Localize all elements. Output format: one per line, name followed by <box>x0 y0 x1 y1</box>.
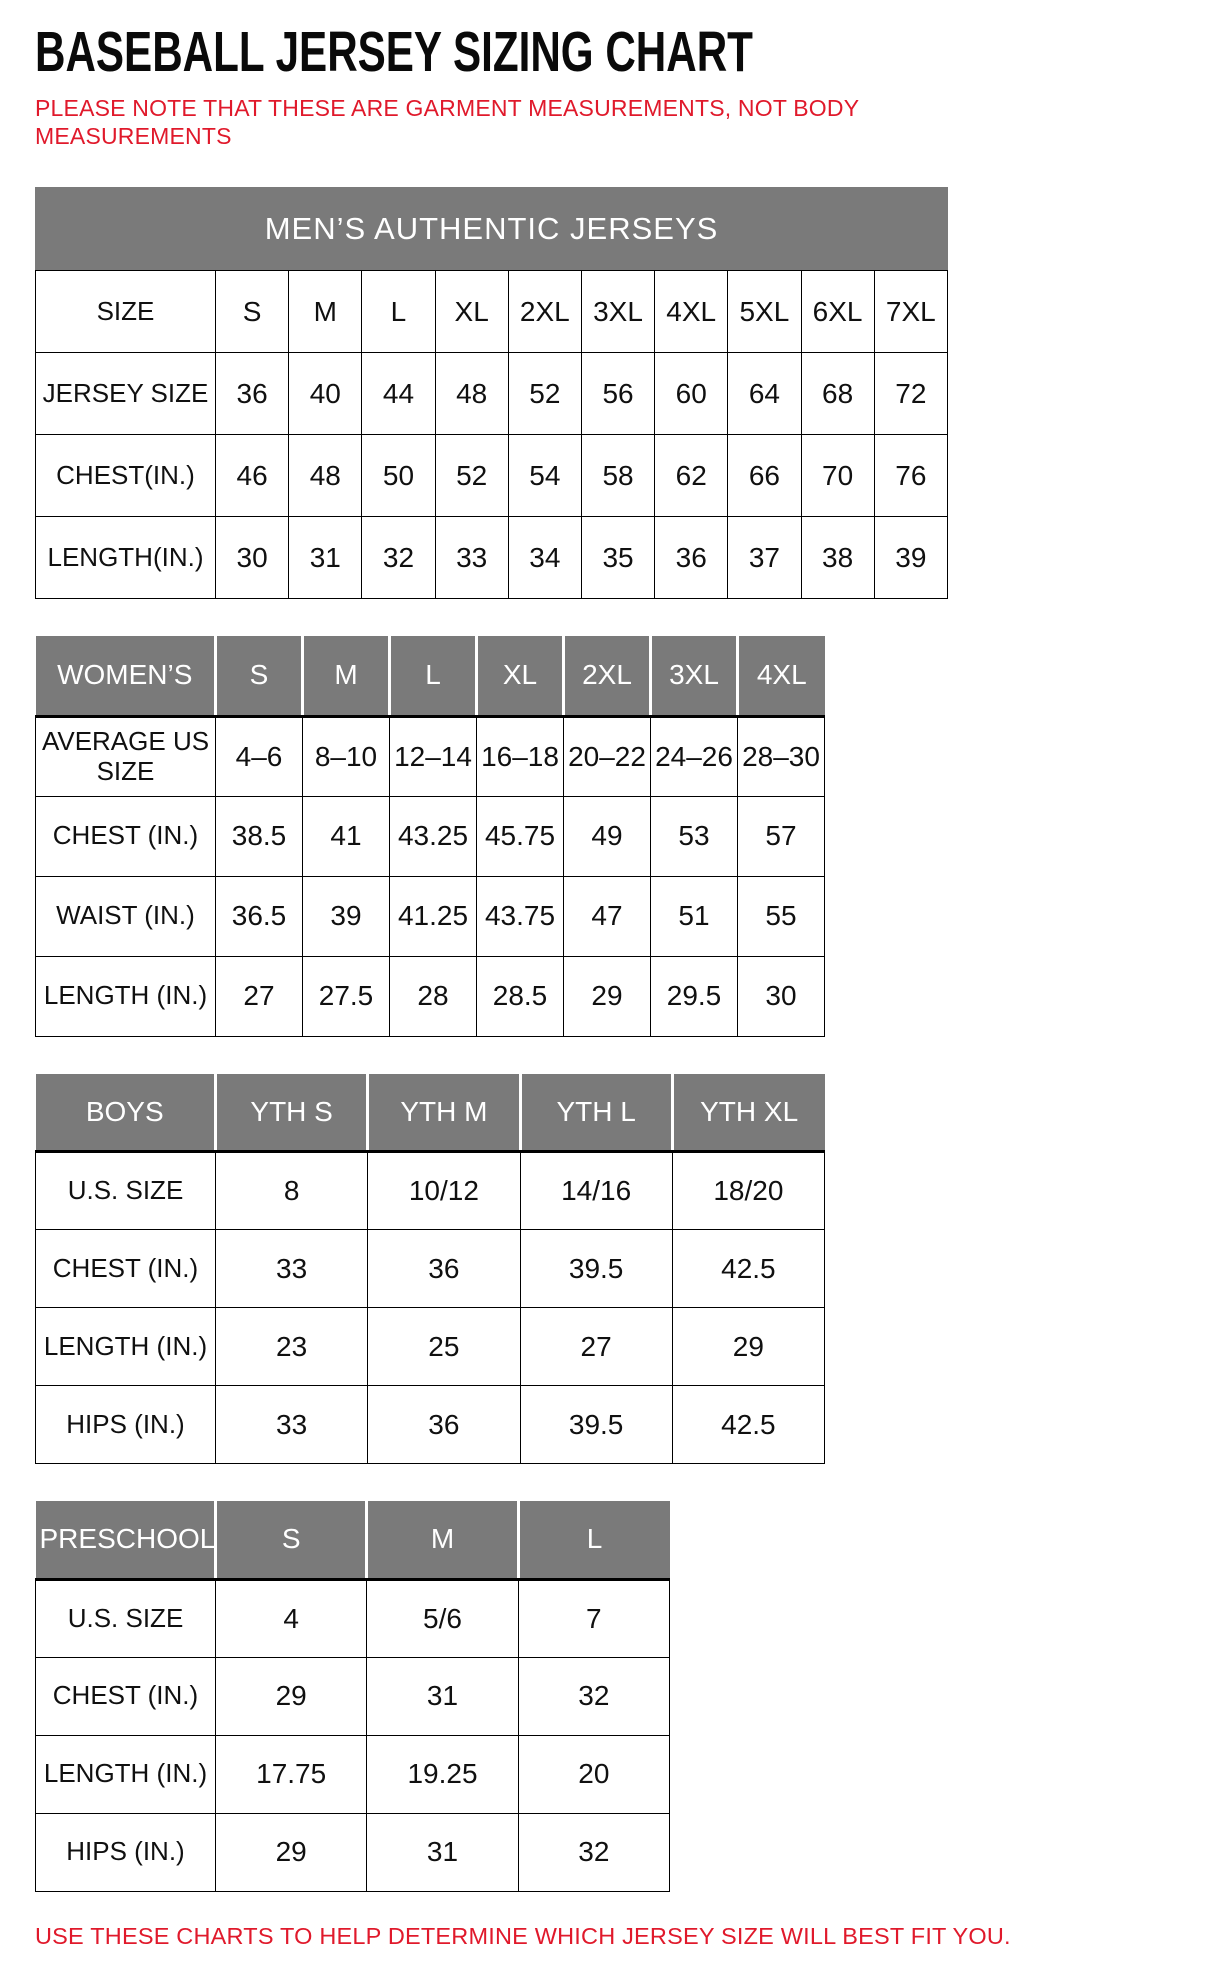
row-label: HIPS (IN.) <box>36 1813 216 1891</box>
preschool-sizing-table <box>35 1501 670 1892</box>
measurement-value: 35 <box>581 517 654 599</box>
measurement-value: 48 <box>289 435 362 517</box>
measurement-value: 68 <box>801 353 874 435</box>
measurement-value: 43.75 <box>477 876 564 956</box>
measurement-value: 57 <box>738 796 825 876</box>
womens-jerseys-section <box>35 636 1220 1037</box>
mens-table-banner: MEN’S AUTHENTIC JERSEYS <box>35 187 948 270</box>
size-column-header: 3XL <box>581 271 654 353</box>
header-row <box>36 271 948 353</box>
row-label: WAIST (IN.) <box>36 876 216 956</box>
measurement-value: 18/20 <box>672 1152 824 1230</box>
row-label: U.S. SIZE <box>36 1579 216 1657</box>
measurement-value: 62 <box>655 435 728 517</box>
measurement-value: 64 <box>728 353 801 435</box>
group-label-header: WOMEN’S <box>36 636 216 716</box>
measurement-value: 56 <box>581 353 654 435</box>
table-row <box>36 1735 670 1813</box>
footer-note: USE THESE CHARTS TO HELP DETERMINE WHICH JERSEY SIZE WILL BEST FIT YOU. <box>35 1922 1011 1949</box>
measurement-value: 47 <box>564 876 651 956</box>
measurement-value: 31 <box>367 1813 518 1891</box>
measurement-value: 28 <box>390 956 477 1036</box>
measurement-value: 5/6 <box>367 1579 518 1657</box>
measurement-value: 29 <box>216 1657 367 1735</box>
measurement-value: 39 <box>303 876 390 956</box>
preschool-jerseys-section <box>35 1501 1220 1892</box>
womens-sizing-table <box>35 636 825 1037</box>
measurement-value: 30 <box>738 956 825 1036</box>
row-label: LENGTH (IN.) <box>36 1308 216 1386</box>
boys-sizing-table <box>35 1074 825 1465</box>
table-row <box>36 1308 825 1386</box>
size-column-header: 2XL <box>564 636 651 716</box>
table-row <box>36 517 948 599</box>
table-row <box>36 1813 670 1891</box>
measurement-value: 44 <box>362 353 435 435</box>
measurement-value: 36 <box>368 1230 520 1308</box>
measurement-value: 60 <box>655 353 728 435</box>
size-column-header: M <box>289 271 362 353</box>
size-column-header: 4XL <box>738 636 825 716</box>
mens-jerseys-section <box>35 187 1220 599</box>
measurement-value: 32 <box>518 1657 669 1735</box>
measurement-value: 23 <box>216 1308 368 1386</box>
row-label: JERSEY SIZE <box>36 353 216 435</box>
measurement-value: 29.5 <box>651 956 738 1036</box>
mens-sizing-table <box>35 270 948 599</box>
table-row <box>36 435 948 517</box>
measurement-value: 37 <box>728 517 801 599</box>
measurement-value: 29 <box>564 956 651 1036</box>
size-column-header: S <box>216 636 303 716</box>
table-row <box>36 956 825 1036</box>
measurement-value: 41 <box>303 796 390 876</box>
measurement-value: 31 <box>289 517 362 599</box>
measurement-value: 33 <box>216 1386 368 1464</box>
measurement-value: 39 <box>874 517 947 599</box>
row-label: CHEST (IN.) <box>36 1230 216 1308</box>
row-label: CHEST(IN.) <box>36 435 216 517</box>
size-column-header: 5XL <box>728 271 801 353</box>
measurement-value: 10/12 <box>368 1152 520 1230</box>
boys-jerseys-section <box>35 1074 1220 1465</box>
measurement-value: 36 <box>216 353 289 435</box>
table-row <box>36 1152 825 1230</box>
measurement-value: 16–18 <box>477 716 564 796</box>
measurement-value: 34 <box>508 517 581 599</box>
measurement-value: 52 <box>435 435 508 517</box>
measurement-value: 52 <box>508 353 581 435</box>
table-row <box>36 1230 825 1308</box>
measurement-value: 70 <box>801 435 874 517</box>
group-label-header: BOYS <box>36 1074 216 1152</box>
measurement-value: 58 <box>581 435 654 517</box>
measurement-value: 29 <box>672 1308 824 1386</box>
size-column-header: L <box>390 636 477 716</box>
row-label: HIPS (IN.) <box>36 1386 216 1464</box>
measurement-value: 8–10 <box>303 716 390 796</box>
size-column-header: YTH S <box>216 1074 368 1152</box>
measurement-value: 25 <box>368 1308 520 1386</box>
row-label: LENGTH (IN.) <box>36 956 216 1036</box>
measurement-value: 33 <box>216 1230 368 1308</box>
measurement-value: 30 <box>216 517 289 599</box>
measurement-value: 55 <box>738 876 825 956</box>
size-column-header: L <box>518 1501 669 1579</box>
table-row <box>36 1657 670 1735</box>
measurement-value: 33 <box>435 517 508 599</box>
measurement-value: 19.25 <box>367 1735 518 1813</box>
size-column-header: XL <box>477 636 564 716</box>
measurement-value: 46 <box>216 435 289 517</box>
row-label: U.S. SIZE <box>36 1152 216 1230</box>
measurement-value: 76 <box>874 435 947 517</box>
size-column-header: 3XL <box>651 636 738 716</box>
measurement-value: 49 <box>564 796 651 876</box>
size-column-header: XL <box>435 271 508 353</box>
measurement-value: 14/16 <box>520 1152 672 1230</box>
measurement-value: 66 <box>728 435 801 517</box>
measurement-value: 29 <box>216 1813 367 1891</box>
measurement-value: 32 <box>362 517 435 599</box>
measurement-value: 32 <box>518 1813 669 1891</box>
table-row <box>36 796 825 876</box>
row-label: LENGTH(IN.) <box>36 517 216 599</box>
header-row <box>36 636 825 716</box>
measurement-value: 17.75 <box>216 1735 367 1813</box>
size-column-header: L <box>362 271 435 353</box>
measurement-value: 54 <box>508 435 581 517</box>
measurement-value: 45.75 <box>477 796 564 876</box>
row-label: LENGTH (IN.) <box>36 1735 216 1813</box>
garment-measurement-note: PLEASE NOTE THAT THESE ARE GARMENT MEASUREMENTS, NOT BODY MEASUREMENTS <box>35 95 859 150</box>
measurement-value: 27 <box>216 956 303 1036</box>
size-column-header: 6XL <box>801 271 874 353</box>
header-row <box>36 1501 670 1579</box>
measurement-value: 20 <box>518 1735 669 1813</box>
size-column-header: YTH L <box>520 1074 672 1152</box>
measurement-value: 24–26 <box>651 716 738 796</box>
size-column-header: 4XL <box>655 271 728 353</box>
size-column-header: M <box>367 1501 518 1579</box>
measurement-value: 4 <box>216 1579 367 1657</box>
table-row <box>36 716 825 796</box>
measurement-value: 39.5 <box>520 1230 672 1308</box>
measurement-value: 53 <box>651 796 738 876</box>
page-title: BASEBALL JERSEY SIZING CHART <box>35 20 753 84</box>
row-label: AVERAGE US SIZE <box>36 716 216 796</box>
measurement-value: 39.5 <box>520 1386 672 1464</box>
header-row <box>36 1074 825 1152</box>
size-column-header: S <box>216 1501 367 1579</box>
measurement-value: 36.5 <box>216 876 303 956</box>
size-column-header: YTH M <box>368 1074 520 1152</box>
measurement-value: 41.25 <box>390 876 477 956</box>
measurement-value: 8 <box>216 1152 368 1230</box>
measurement-value: 27 <box>520 1308 672 1386</box>
group-label-header: SIZE <box>36 271 216 353</box>
measurement-value: 27.5 <box>303 956 390 1036</box>
table-row <box>36 876 825 956</box>
measurement-value: 42.5 <box>672 1230 824 1308</box>
table-row <box>36 1579 670 1657</box>
measurement-value: 50 <box>362 435 435 517</box>
row-label: CHEST (IN.) <box>36 1657 216 1735</box>
size-column-header: S <box>216 271 289 353</box>
measurement-value: 38.5 <box>216 796 303 876</box>
measurement-value: 51 <box>651 876 738 956</box>
measurement-value: 12–14 <box>390 716 477 796</box>
group-label-header: PRESCHOOL <box>36 1501 216 1579</box>
measurement-value: 4–6 <box>216 716 303 796</box>
measurement-value: 36 <box>655 517 728 599</box>
measurement-value: 42.5 <box>672 1386 824 1464</box>
size-column-header: 7XL <box>874 271 947 353</box>
measurement-value: 36 <box>368 1386 520 1464</box>
measurement-value: 43.25 <box>390 796 477 876</box>
size-column-header: YTH XL <box>672 1074 824 1152</box>
table-row <box>36 353 948 435</box>
measurement-value: 48 <box>435 353 508 435</box>
measurement-value: 28.5 <box>477 956 564 1036</box>
measurement-value: 31 <box>367 1657 518 1735</box>
measurement-value: 20–22 <box>564 716 651 796</box>
measurement-value: 40 <box>289 353 362 435</box>
measurement-value: 38 <box>801 517 874 599</box>
size-column-header: 2XL <box>508 271 581 353</box>
size-column-header: M <box>303 636 390 716</box>
measurement-value: 72 <box>874 353 947 435</box>
measurement-value: 28–30 <box>738 716 825 796</box>
table-row <box>36 1386 825 1464</box>
row-label: CHEST (IN.) <box>36 796 216 876</box>
measurement-value: 7 <box>518 1579 669 1657</box>
